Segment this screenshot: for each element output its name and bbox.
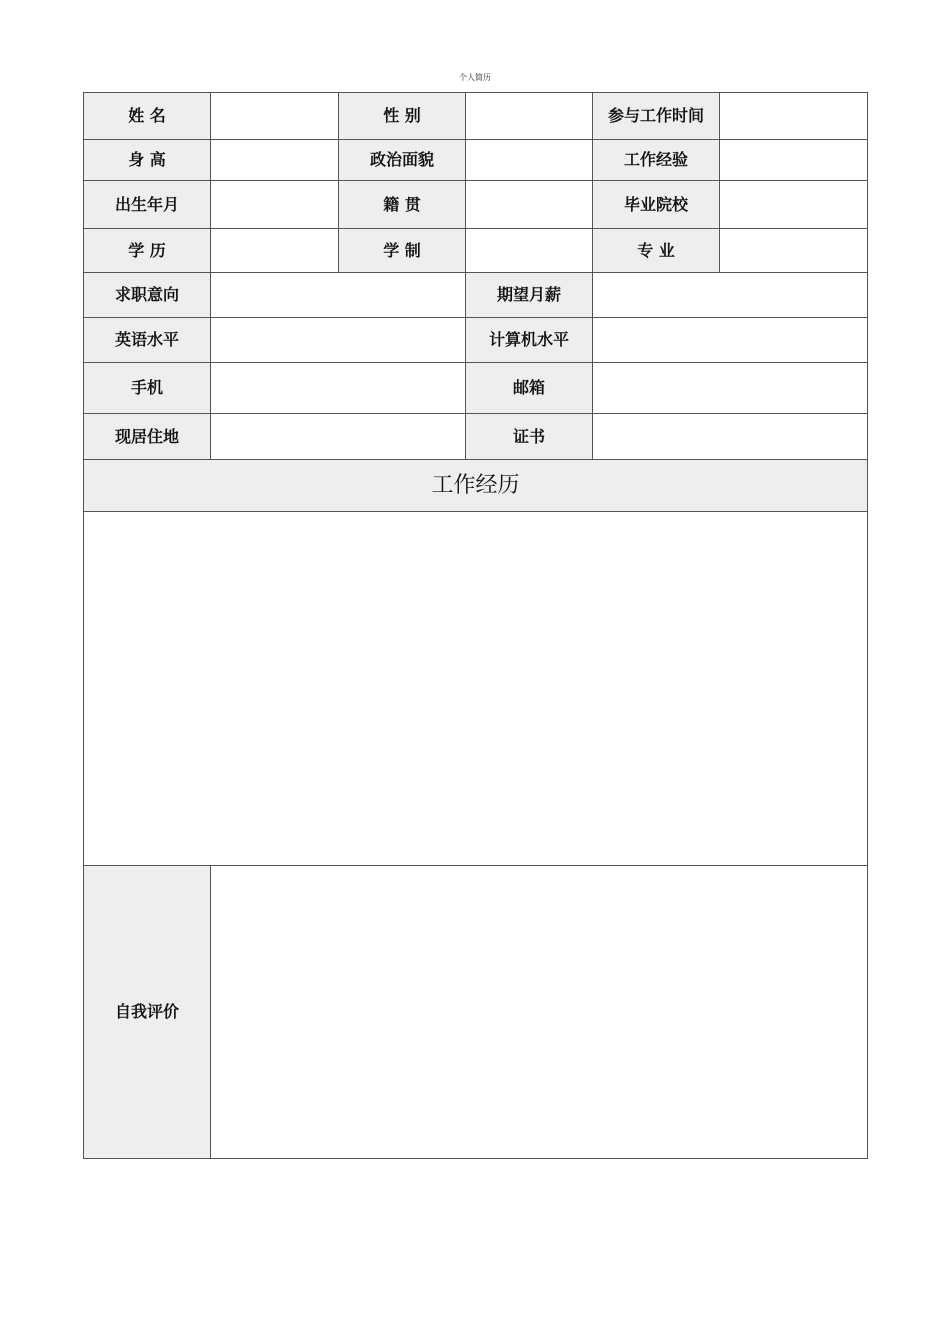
- phone-field[interactable]: [211, 363, 466, 414]
- row-work-history-title: [84, 460, 868, 512]
- education-field[interactable]: [211, 229, 339, 273]
- native-field[interactable]: [466, 181, 593, 229]
- study-years-label: 学 制: [339, 229, 466, 273]
- certificate-label: 证书: [466, 414, 593, 460]
- height-field[interactable]: [211, 140, 339, 181]
- work-history-field[interactable]: [84, 512, 868, 866]
- gender-field[interactable]: [466, 93, 593, 140]
- address-label: 现居住地: [84, 414, 211, 460]
- computer-field[interactable]: [593, 318, 868, 363]
- computer-label: 计算机水平: [466, 318, 593, 363]
- political-field[interactable]: [466, 140, 593, 181]
- row-birth-native: [84, 181, 868, 229]
- row-education: [84, 229, 868, 273]
- row-name-gender: [84, 93, 868, 140]
- english-label: 英语水平: [84, 318, 211, 363]
- row-address: [84, 414, 868, 460]
- email-field[interactable]: [593, 363, 868, 414]
- job-intent-label: 求职意向: [84, 273, 211, 318]
- gender-label: 性 别: [339, 93, 466, 140]
- phone-label: 手机: [84, 363, 211, 414]
- row-self-evaluation: [84, 866, 868, 1159]
- row-phone: [84, 363, 868, 414]
- row-job-intent: [84, 273, 868, 318]
- address-field[interactable]: [211, 414, 466, 460]
- education-label: 学 历: [84, 229, 211, 273]
- name-field[interactable]: [211, 93, 339, 140]
- english-field[interactable]: [211, 318, 466, 363]
- name-label: 姓 名: [84, 93, 211, 140]
- major-field[interactable]: [720, 229, 868, 273]
- salary-field[interactable]: [593, 273, 868, 318]
- work-start-label: 参与工作时间: [593, 93, 720, 140]
- resume-table: [83, 92, 868, 1159]
- study-years-field[interactable]: [466, 229, 593, 273]
- salary-label: 期望月薪: [466, 273, 593, 318]
- self-evaluation-label: 自我评价: [84, 866, 211, 1159]
- row-height-political: [84, 140, 868, 181]
- work-exp-field[interactable]: [720, 140, 868, 181]
- major-label: 专 业: [593, 229, 720, 273]
- job-intent-field[interactable]: [211, 273, 466, 318]
- page-header-title: 个人简历: [459, 73, 491, 82]
- row-work-history-content: [84, 512, 868, 866]
- certificate-field[interactable]: [593, 414, 868, 460]
- school-field[interactable]: [720, 181, 868, 229]
- work-start-field[interactable]: [720, 93, 868, 140]
- height-label: 身 高: [84, 140, 211, 181]
- work-exp-label: 工作经验: [593, 140, 720, 181]
- native-label: 籍 贯: [339, 181, 466, 229]
- email-label: 邮箱: [466, 363, 593, 414]
- row-english: [84, 318, 868, 363]
- school-label: 毕业院校: [593, 181, 720, 229]
- birth-field[interactable]: [211, 181, 339, 229]
- political-label: 政治面貌: [339, 140, 466, 181]
- self-evaluation-field[interactable]: [211, 866, 868, 1159]
- birth-label: 出生年月: [84, 181, 211, 229]
- work-history-title: 工作经历: [84, 460, 868, 512]
